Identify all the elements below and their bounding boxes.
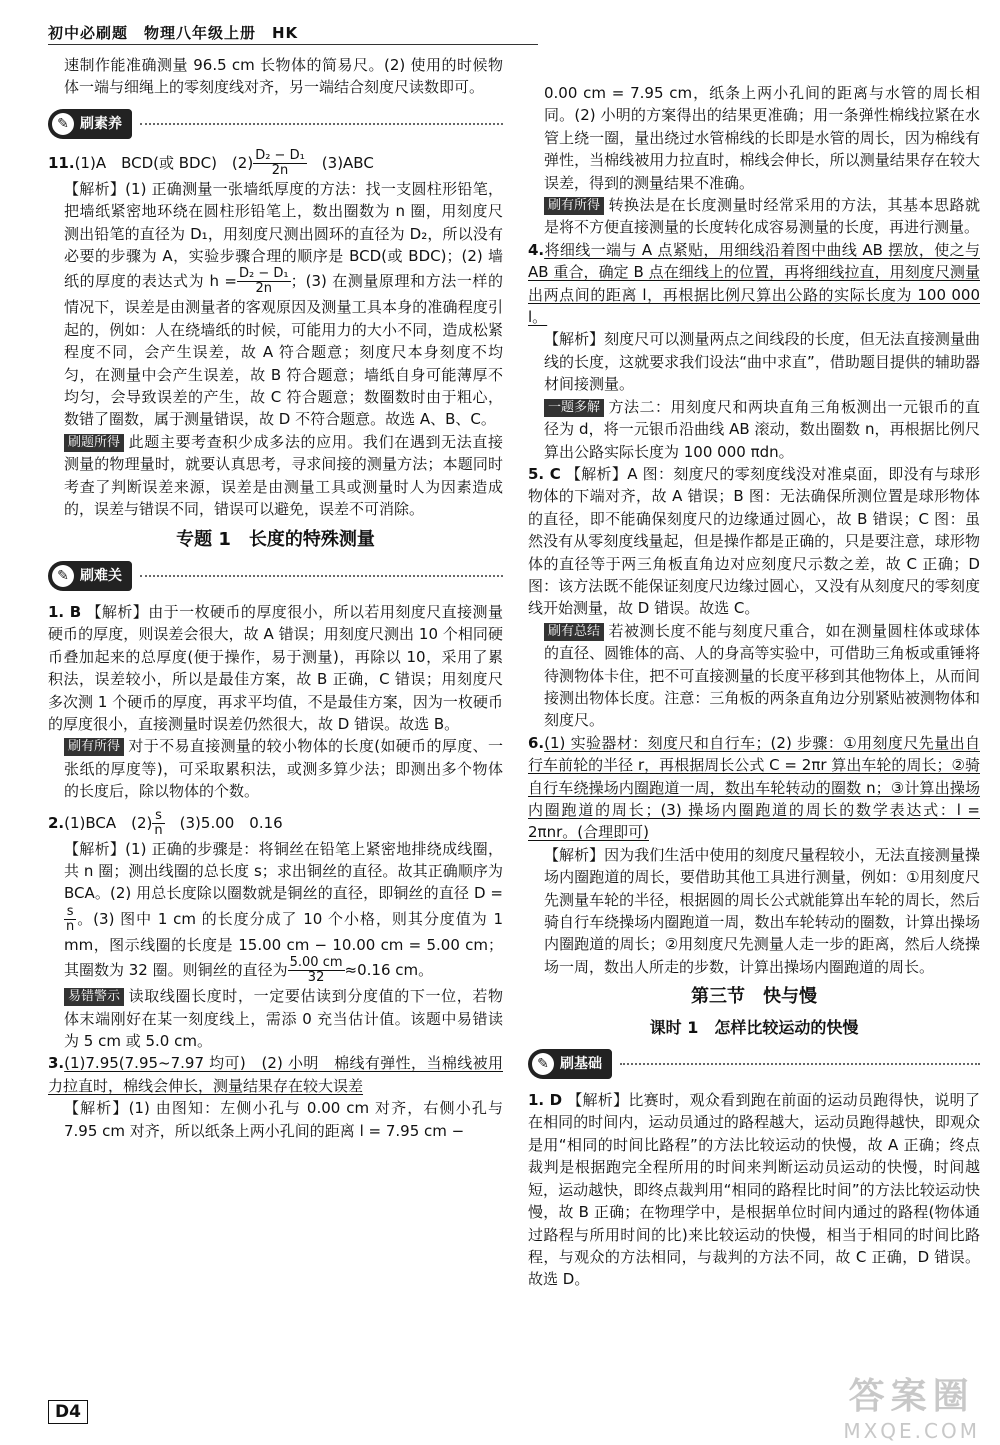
- watermark: 答案圈 MXQE.COM: [843, 1376, 980, 1443]
- tip-3: 刷有所得 转换法是在长度测量时经常采用的方法，其基本思路就是将不方便直接测量的长度转化成容易测量的长度，再进行测量。: [544, 196, 980, 237]
- explanation-3-continued: 0.00 cm = 7.95 cm，纸条上两小孔间的距离与水管的周长相同。(2) 小明的方案得出的结果更准确；用一条弹性棉线拉紧在水管上绕一圈，量出绕过水管棉线的长即是水管的周长，因为棉线有弹性，当棉线被用力拉直时，棉线会伸长，所以测量结果存在较大误差，得到的测量结果不准确。: [544, 84, 980, 192]
- answer-11: 11.(1)A BCD(或 BDC) (2) $\frac{\text{D₂ − D₁}}{2n}$ (3)ABC: [48, 147, 374, 178]
- answer-1: 1. B 【解析】由于一枚硬币的厚度很小，所以若用刻度尺直接测量硬币的厚度，则误差会很大，故 A 错误；用刻度尺测出 10 个相同硬币叠加起来的总厚度(便于操作，易于测量)，再除以 10，采用了累积法，误差较小，所以是最佳方案，故 B 正确，C 错误；用刻度尺多次测 1 个硬币的厚度，再求平均值，不是最佳方案，因为一枚硬币的厚度很小，直接测量时误差仍然很大，故 D 错误。故选 B。: [48, 602, 503, 733]
- summary-tag: 刷有总结: [544, 623, 604, 641]
- section-badge: ✎ 刷基础: [528, 1049, 612, 1079]
- answer-4: 4.将细线一端与 A 点紧贴，用细线沿着图中曲线 AB 摆放，使之与 AB 重合，确定 B 点在细线上的位置，再将细线拉直，用刻度尺测量出两点间的距离 l，再根据比例尺算出公路的实际长度为 100 000 l。: [528, 240, 980, 327]
- fraction: $\frac{5.00 cm}{32}$: [289, 955, 343, 986]
- running-header: 初中必刷题 物理八年级上册 HK: [48, 24, 299, 42]
- section-badge: ✎ 刷素养: [48, 109, 132, 139]
- alt-solution-tag: 一题多解: [544, 399, 604, 417]
- answer-2: 2.(1)BCA (2) $\frac{s}{n}$ (3)5.00 0.16: [48, 807, 283, 838]
- explanation-4: 【解析】刻度尺可以测量两点之间线段的长度，但无法直接测量曲线的长度，这就要求我们设法“曲中求直”，借助题目提供的辅助器材间接测量。: [544, 330, 980, 394]
- warning-2: 易错警示 读取线圈长度时，一定要估读到分度值的下一位，若物体末端刚好在某一刻度线上，需添 0 充当估计值。该题中易错读为 5 cm 或 5.0 cm。: [64, 987, 503, 1050]
- warning-tag: 易错警示: [64, 988, 124, 1006]
- fraction: $\frac{s}{n}$: [66, 903, 75, 934]
- fraction: $\frac{\text{D₂ − D₁}}{2n}$: [238, 266, 289, 297]
- left-column: [48, 54, 503, 1142]
- answer-5: 5. C 【解析】A 图：刻度尺的零刻度线没对准桌面，即没有与球形物体的下端对齐，故 A 错误；B 图：无法确保所测位置是球形物体的直径，即不能确保刻度尺的边缘通过圆心，故 B 错误；C 图：虽然没有从零刻度线量起，但是操作都是正确的，只是要注意，球形物体的直径等于两三角板直角边对应刻度尺示数之差，故 C 正确；D 图：该方法既不能保证刻度尺边缘过圆心，又没有从刻度尺的零刻度线开始测量，故 D 错误。故选 C。: [528, 464, 980, 618]
- right-column: [528, 82, 980, 1291]
- alt-solution-4: 一题多解 方法二：用刻度尺和两块直角三角板测出一元银币的直径为 d，将一元银币沿曲线 AB 滚动，数出圈数 n，再根据比例尺算出公路实际长度为 100 000 πdn。: [544, 397, 980, 461]
- explanation-11: 【解析】(1) 正确测量一张墙纸厚度的方法：找一支圆柱形铅笔，把墙纸紧密地环绕在圆柱形铅笔上，数出圈数为 n 圈，用刻度尺测出铅笔的直径为 D₁，用刻度尺测出圆环的直径为 D₂，所以没有必要的步骤为 A，实验步骤合理的顺序是 BCD(或 BDC)；(2) 墙纸的厚度的表达式为 h = $\frac{\text{D₂ − D₁}}{2n}$ ；(3) 在测量原理和方法一样的情况下，误差是由测量者的客观原因及测量工具本身的准确程度引起的，例如：人在绕墙纸的时候，可能用力的大小不同，造成松紧程度不同，会产生误差，故 A 符合题意；刻度尺本身刻度不均匀，在测量中会产生误差，故 B 符合题意；墙纸自身可能薄厚不均匀，会导致误差的产生，故 C 符合题意；数圈数时由于粗心，数错了圈数，属于测量错误，故 D 不符合题意。故选 A、B、C。: [64, 179, 503, 429]
- fraction: $\frac{\text{D₂ − D₁}}{2n}$: [255, 147, 305, 178]
- dotted-divider: [140, 575, 503, 577]
- section-badge: ✎ 刷难关: [48, 561, 132, 591]
- section-badge-row: [48, 107, 503, 141]
- explanation-3: 【解析】(1) 由图知：左侧小孔与 0.00 cm 对齐，右侧小孔与 7.95 cm 对齐，所以纸条上两小孔间的距离 l = 7.95 cm −: [64, 1099, 503, 1140]
- pencil-icon: ✎: [52, 565, 74, 587]
- pencil-icon: ✎: [532, 1053, 554, 1075]
- explanation-2: 【解析】(1) 正确的步骤是：将铜丝在铅笔上紧密地排绕成线圈，共 n 圈；测出线圈的总长度 s；求出铜丝的直径。故其正确顺序为 BCA。(2) 用总长度除以圈数就是铜丝的直径，即铜丝的直径 D = $\frac{s}{n}$ 。(3) 图中 1 cm 的长度分成了 10 个小格，则其分度值为 1 mm，图示线圈的长度是 15.00 cm − 10.00 cm = 5.00 cm；其圈数为 32 圈。则铜丝的直径为 $\frac{5.00 cm}{32}$ ≈0.16 cm。: [64, 839, 503, 986]
- tip-tag: 刷有所得: [544, 197, 604, 215]
- page-number: D4: [48, 1400, 88, 1424]
- tip-tag: 刷题所得: [64, 434, 124, 452]
- section-badge-row: [528, 1047, 980, 1081]
- explanation-6: 【解析】因为我们生活中使用的刻度尺量程较小，无法直接测量操场内圈跑道的周长，要借助其他工具进行测量，例如：①用刻度尺先测量车轮的半径，根据圆的周长公式就能算出车轮的周长，然后骑自行车绕操场内圈跑道一周，数出车轮转动的圈数，计算出操场内圈跑道的周长；②用刻度尺先测量人走一步的距离，然后人绕操场一周，数出人所走的步数，计算出操场内圈跑道的周长。: [544, 845, 980, 976]
- answer-1-lesson: 1. D 【解析】比赛时，观众看到跑在前面的运动员跑得快，说明了在相同的时间内，运动员通过的路程越大，运动员跑得越快，即观众是用“相同的时间比路程”的方法比较运动的快慢，故 A 正确；终点裁判是根据跑完全程所用的时间来判断运动员运动的快慢，时间越短，运动越快，即终点裁判用“相同的路程比时间”的方法比较运动快慢，故 B 正确；在物理学中，是根据单位时间内通过的路程(物体通过路程与所用时间的比)来比较运动的快慢，相当于相同的时间比路程，与观众的方法相同，与裁判的方法不同，故 C 正确，D 错误。故选 D。: [528, 1091, 980, 1289]
- lesson-heading: 课时 1 怎样比较运动的快慢: [649, 1017, 859, 1037]
- tip-11: 刷题所得 此题主要考查积少成多法的应用。我们在遇到无法直接测量的物理量时，就要认真思考，寻求间接的测量方法；本题同时考查了判断误差来源，误差是由测量工具或测量时人为因素造成的，误差与错误不同，错误可以避免，误差不可消除。: [64, 432, 503, 519]
- dotted-divider: [620, 1063, 980, 1065]
- section-badge-row: [48, 559, 503, 593]
- section-heading: 第三节 快与慢: [691, 986, 817, 1008]
- pencil-icon: ✎: [52, 113, 74, 135]
- summary-5: 刷有总结 若被测长度不能与刻度尺重合，如在测量圆柱体或球体的直径、圆锥体的高、人的身高等实验中，可借助三角板或重锤将待测物体卡住，把不可直接测量的长度平移到其他物体上，从而间接测出物体长度。注意：三角板的两条直角边分别紧贴被测物体和刻度尺。: [544, 621, 980, 730]
- answer-3: 3.(1)7.95(7.95~7.97 均可) (2) 小明 棉线有弹性，当棉线被用力拉直时，棉线会伸长，测量结果存在较大误差: [48, 1054, 503, 1095]
- dotted-divider: [140, 123, 503, 125]
- answer-6: 6.(1) 实验器材：刻度尺和自行车；(2) 步骤：①用刻度尺先量出自行车前轮的半径 r，再根据周长公式 C = 2πr 算出车轮的周长；②骑自行车绕操场内圈跑道一周，数出车轮转动的圈数 n；③计算出操场内圈跑道的周长；(3) 操场内圈跑道的周长的数学表达式：l = 2πnr。(合理即可): [528, 733, 980, 842]
- tip-tag: 刷有所得: [64, 738, 124, 756]
- answer-continuation: 速制作能准确测量 96.5 cm 长物体的简易尺。(2) 使用的时候物体一端与细绳上的零刻度线对齐，另一端结合刻度尺读数即可。: [64, 56, 503, 97]
- fraction: $\frac{s}{n}$: [154, 807, 163, 838]
- header-rule: [48, 44, 538, 45]
- tip-1: 刷有所得 对于不易直接测量的较小物体的长度(如硬币的厚度、一张纸的厚度等)，可采取累积法，或测多算少法；即测出多个物体的长度后，除以物体的个数。: [64, 737, 503, 801]
- topic-heading: 专题 1 长度的特殊测量: [176, 528, 375, 550]
